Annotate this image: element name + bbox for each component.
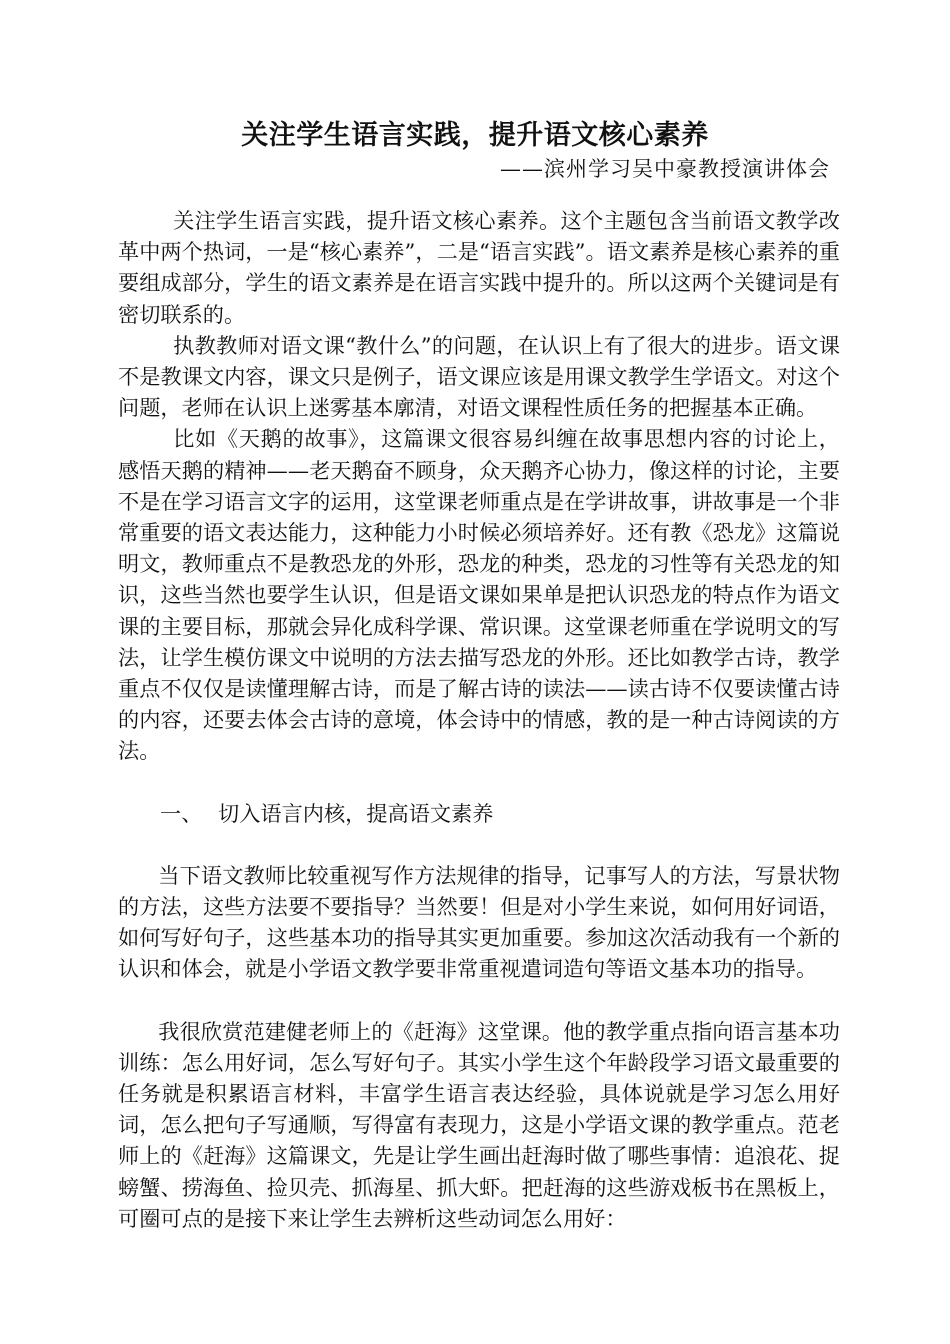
body-paragraph: 执教教师对语文课“教什么”的问题，在认识上有了很大的进步。语文课不是教课文内容，课文只是例子，语文课应该是用课文教学生学语文。对这个问题，老师在认识上迷雾基本廓清，对语文课程性质任务的把握基本正确。 xyxy=(118,332,840,421)
paragraph-spacer xyxy=(118,767,840,798)
section-heading xyxy=(118,798,840,829)
section-number: 一、 xyxy=(160,800,203,826)
paragraph-spacer xyxy=(118,985,840,1016)
document-subtitle: ——滨州学习吴中豪教授演讲体会 xyxy=(500,157,830,181)
document-body xyxy=(118,205,840,1234)
section-heading-text: 切入语言内核，提高语文素养 xyxy=(218,800,494,826)
paragraph-spacer xyxy=(118,829,840,860)
body-paragraph: 我很欣赏范建健老师上的《赶海》这堂课。他的教学重点指向语言基本功训练：怎么用好词，怎么写好句子。其实小学生这个年龄段学习语文最重要的任务就是积累语言材料，丰富学生语言表达经验，具体说就是学习怎么用好词，怎么把句子写通顺，写得富有表现力，这是小学语文课的教学重点。范老师上的《赶海》这篇课文，先是让学生画出赶海时做了哪些事情：追浪花、捉螃蟹、捞海鱼、捡贝壳、抓海星、抓大虾。把赶海的这些游戏板书在黑板上，可圈可点的是接下来让学生去辨析这些动词怎么用好： xyxy=(118,1018,840,1231)
document-title: 关注学生语言实践，提升语文核心素养 xyxy=(241,120,709,151)
body-paragraph: 当下语文教师比较重视写作方法规律的指导，记事写人的方法，写景状物的方法，这些方法要不要指导？当然要！但是对小学生来说，如何用好词语，如何写好句子，这些基本功的指导其实更加重要。参加这次活动我有一个新的认识和体会，就是小学语文教学要非常重视遣词造句等语文基本功的指导。 xyxy=(118,862,840,982)
body-paragraph: 比如《天鹅的故事》，这篇课文很容易纠缠在故事思想内容的讨论上，感悟天鹅的精神——老天鹅奋不顾身，众天鹅齐心协力，像这样的讨论，主要不是在学习语言文字的运用，这堂课老师重点是在学讲故事，讲故事是一个非常重要的语文表达能力，这种能力小时候必须培养好。还有教《恐龙》这篇说明文，教师重点不是教恐龙的外形，恐龙的种类，恐龙的习性等有关恐龙的知识，这些当然也要学生认识，但是语文课如果单是把认识恐龙的特点作为语文课的主要目标，那就会异化成科学课、常识课。这堂课老师重在学说明文的写法，让学生模仿课文中说明的方法去描写恐龙的外形。还比如教学古诗，教学重点不仅仅是读懂理解古诗，而是了解古诗的读法——读古诗不仅要读懂古诗的内容，还要去体会古诗的意境，体会诗中的情感，教的是一种古诗阅读的方法。 xyxy=(118,426,840,764)
body-paragraph: 关注学生语言实践，提升语文核心素养。这个主题包含当前语文教学改革中两个热词，一是“核心素养”，二是“语言实践”。语文素养是核心素养的重要组成部分，学生的语文素养是在语言实践中提升的。所以这两个关键词是有密切联系的。 xyxy=(118,208,840,327)
